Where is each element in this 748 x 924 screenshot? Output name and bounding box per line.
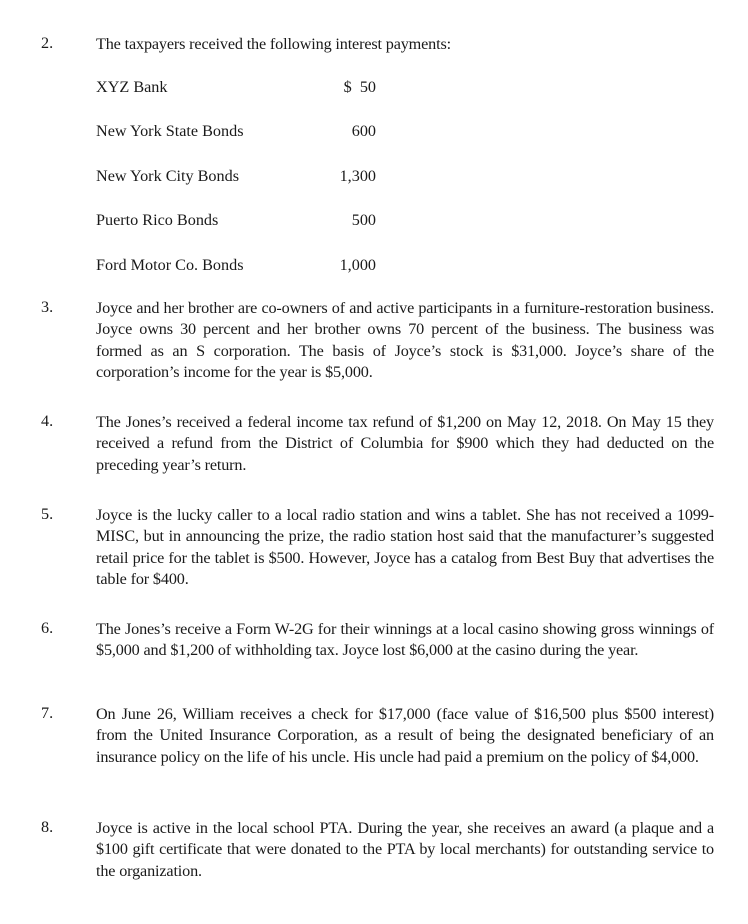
item-text: The Jones’s receive a Form W-2G for their winnings at a local casino showing gross winnings of $5,000 and $1,200 of withholding tax. Joyce lost $6,000 at the casino during the year. [96,620,714,660]
table-row [96,122,406,144]
item-number: 7. [41,704,54,722]
item-number: 3. [41,298,54,316]
payment-amount: 1,000 [339,256,376,274]
payer-label: New York State Bonds [96,122,244,140]
item-text: Joyce is active in the local school PTA. During the year, she receives an award (a plaque and a $100 gift certificate that were donated to the PTA by local merchants) for outstanding service to the organization. [96,819,714,880]
item-number: 4. [41,412,54,430]
item-text: The Jones’s received a federal income tax refund of $1,200 on May 12, 2018. On May 15 they received a refund from the District of Columbia for $900 which they had deducted on the preceding year’s return. [96,413,714,474]
item-text: The taxpayers received the following interest payments: [96,35,451,53]
payer-label: Puerto Rico Bonds [96,211,219,229]
payer-label: XYZ Bank [96,78,168,96]
item-number: 6. [41,619,54,637]
payer-label: New York City Bonds [96,167,240,185]
item-text: Joyce and her brother are co-owners of and active participants in a furniture-restoration business. Joyce owns 30 percent and her brother owns 70 percent of the business. The business was formed as an S corporation. The basis of Joyce’s stock is $31,000. Joyce’s share of the corporation’s income for the year is $5,000. [96,299,714,382]
item-number: 8. [41,818,54,836]
payment-amount: 600 [351,122,376,140]
table-row [96,167,406,189]
item-number: 2. [41,34,54,52]
table-row [96,211,406,233]
item-text: On June 26, William receives a check for $17,000 (face value of $16,500 plus $500 interest) from the United Insurance Corporation, as a result of being the designated beneficiary of an insurance policy on the life of his uncle. His uncle had paid a premium on the policy of $4,000. [96,705,714,766]
table-row [96,78,406,100]
payer-label: Ford Motor Co. Bonds [96,256,244,274]
payment-amount: 1,300 [339,167,376,185]
payment-amount: $ 50 [343,78,376,96]
item-number: 5. [41,505,54,523]
table-row [96,256,406,278]
item-text: Joyce is the lucky caller to a local radio station and wins a tablet. She has not received a 1099-MISC, but in announcing the prize, the radio station host said that the manufacturer’s suggested retail price for the tablet is $500. However, Joyce has a catalog from Best Buy that advertises the table for $400. [96,506,714,589]
payment-amount: 500 [351,211,376,229]
